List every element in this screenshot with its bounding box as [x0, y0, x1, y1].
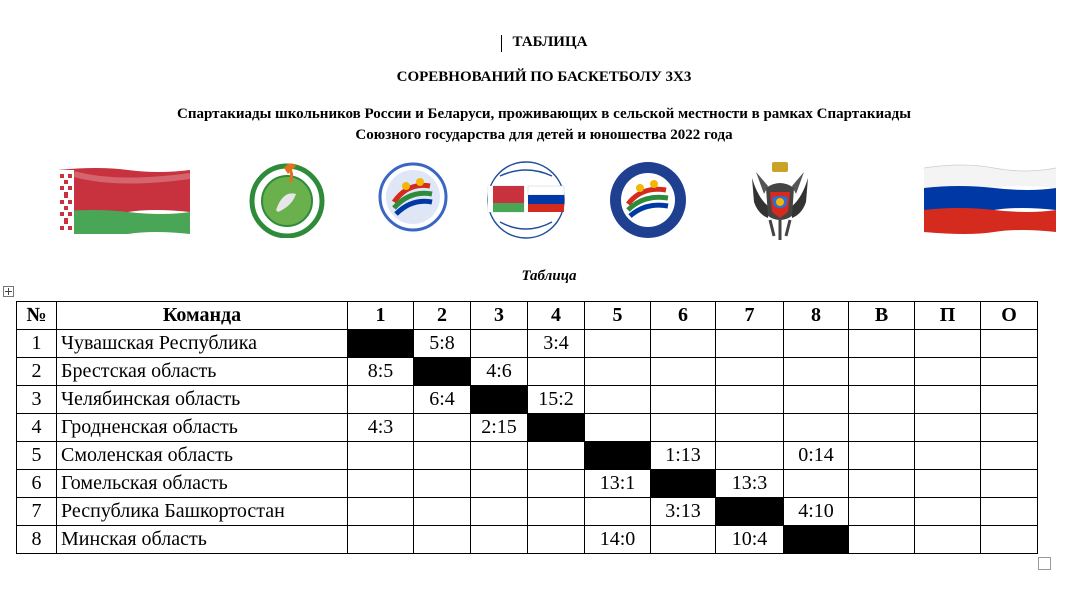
- score-cell: [981, 526, 1038, 554]
- score-cell: [849, 386, 915, 414]
- score-cell: 5:8: [414, 330, 471, 358]
- row-number: 2: [17, 358, 57, 386]
- score-cell: [471, 470, 528, 498]
- header-cell: 2: [414, 302, 471, 330]
- score-cell: [471, 330, 528, 358]
- score-cell: [414, 498, 471, 526]
- score-cell: 4:10: [784, 498, 849, 526]
- subtitle-line-1: Спартакиады школьников России и Беларуси, проживающих в сельской местности в рамках Спартакиады: [177, 106, 911, 122]
- score-cell: [348, 526, 414, 554]
- logo-strip: [0, 158, 1088, 244]
- score-cell: 3:13: [651, 498, 716, 526]
- team-name: Гомельская область: [57, 470, 348, 498]
- score-cell: [651, 414, 716, 442]
- score-cell: 13:1: [585, 470, 651, 498]
- row-number: 5: [17, 442, 57, 470]
- subtitle-line-2: Союзного государства для детей и юношества 2022 года: [355, 127, 733, 143]
- score-cell: [915, 386, 981, 414]
- score-cell: 4:6: [471, 358, 528, 386]
- row-number: 4: [17, 414, 57, 442]
- score-cell: [981, 414, 1038, 442]
- header-cell: 5: [585, 302, 651, 330]
- table-resize-handle[interactable]: [1038, 557, 1051, 570]
- score-cell: [651, 330, 716, 358]
- row-number: 6: [17, 470, 57, 498]
- score-cell: [784, 358, 849, 386]
- score-cell: [651, 386, 716, 414]
- score-cell: 2:15: [471, 414, 528, 442]
- score-cell: [784, 470, 849, 498]
- row-number: 1: [17, 330, 57, 358]
- results-table: [16, 301, 1038, 554]
- score-cell: [849, 498, 915, 526]
- score-cell: [585, 386, 651, 414]
- belarus-flag: [58, 166, 190, 234]
- score-cell: [651, 526, 716, 554]
- score-cell: [348, 470, 414, 498]
- score-cell: [528, 526, 585, 554]
- diagonal-cell: [414, 358, 471, 386]
- score-cell: [585, 498, 651, 526]
- row-number: 3: [17, 386, 57, 414]
- diagonal-cell: [471, 386, 528, 414]
- score-cell: 10:4: [716, 526, 784, 554]
- diagonal-cell: [348, 330, 414, 358]
- score-cell: [471, 498, 528, 526]
- team-name: Республика Башкортостан: [57, 498, 348, 526]
- score-cell: [528, 442, 585, 470]
- team-name: Челябинская область: [57, 386, 348, 414]
- score-cell: [716, 358, 784, 386]
- score-cell: [716, 330, 784, 358]
- diagonal-cell: [528, 414, 585, 442]
- score-cell: [348, 498, 414, 526]
- score-cell: [651, 358, 716, 386]
- score-cell: 13:3: [716, 470, 784, 498]
- team-name: Гродненская область: [57, 414, 348, 442]
- table-row: [17, 330, 1038, 358]
- score-cell: [915, 358, 981, 386]
- table-row: [17, 442, 1038, 470]
- score-cell: [981, 470, 1038, 498]
- score-cell: [915, 442, 981, 470]
- score-cell: [849, 330, 915, 358]
- score-cell: [716, 386, 784, 414]
- row-number: 7: [17, 498, 57, 526]
- score-cell: [915, 414, 981, 442]
- score-cell: [981, 358, 1038, 386]
- score-cell: 0:14: [784, 442, 849, 470]
- title-line-2: СОРЕВНОВАНИЙ ПО БАСКЕТБОЛУ 3Х3: [396, 69, 692, 85]
- table-row: [17, 526, 1038, 554]
- score-cell: [471, 442, 528, 470]
- header-cell: 8: [784, 302, 849, 330]
- union-state-spartakiad-emblem: [608, 160, 688, 240]
- subtitle: [0, 104, 1088, 146]
- header-cell: П: [915, 302, 981, 330]
- score-cell: [414, 526, 471, 554]
- header-cell: 7: [716, 302, 784, 330]
- table-row: [17, 470, 1038, 498]
- table-body: [17, 330, 1038, 554]
- score-cell: [414, 470, 471, 498]
- table-move-handle[interactable]: [3, 286, 14, 297]
- score-cell: [915, 498, 981, 526]
- score-cell: [915, 330, 981, 358]
- score-cell: [981, 498, 1038, 526]
- score-cell: [348, 442, 414, 470]
- score-cell: [981, 386, 1038, 414]
- score-cell: [414, 442, 471, 470]
- row-number: 8: [17, 526, 57, 554]
- table-row: [17, 498, 1038, 526]
- score-cell: 4:3: [348, 414, 414, 442]
- score-cell: [784, 414, 849, 442]
- team-name: Минская область: [57, 526, 348, 554]
- spartakiad-emblem: [378, 162, 448, 232]
- score-cell: [784, 386, 849, 414]
- table-caption: Таблица: [521, 268, 577, 284]
- score-cell: [528, 498, 585, 526]
- header-cell: 1: [348, 302, 414, 330]
- header-cell: 4: [528, 302, 585, 330]
- score-cell: [981, 330, 1038, 358]
- score-cell: [585, 414, 651, 442]
- score-cell: [849, 414, 915, 442]
- score-cell: 15:2: [528, 386, 585, 414]
- score-cell: [528, 358, 585, 386]
- team-name: Смоленская область: [57, 442, 348, 470]
- table-row: [17, 358, 1038, 386]
- score-cell: [849, 470, 915, 498]
- team-name: Чувашская Республика: [57, 330, 348, 358]
- header-cell: 6: [651, 302, 716, 330]
- russia-ministry-sport-emblem: [748, 158, 812, 244]
- score-cell: [784, 330, 849, 358]
- score-cell: [849, 358, 915, 386]
- diagonal-cell: [784, 526, 849, 554]
- russia-flag: [924, 162, 1056, 234]
- diagonal-cell: [716, 498, 784, 526]
- score-cell: [585, 330, 651, 358]
- header-cell: О: [981, 302, 1038, 330]
- header-row: [17, 302, 1038, 330]
- score-cell: [915, 526, 981, 554]
- score-cell: [585, 358, 651, 386]
- score-cell: [849, 526, 915, 554]
- header-cell: №: [17, 302, 57, 330]
- score-cell: [348, 386, 414, 414]
- team-name: Брестская область: [57, 358, 348, 386]
- header-cell: В: [849, 302, 915, 330]
- score-cell: 8:5: [348, 358, 414, 386]
- score-cell: [981, 442, 1038, 470]
- score-cell: 14:0: [585, 526, 651, 554]
- score-cell: [849, 442, 915, 470]
- standing-committee-emblem: [484, 160, 568, 240]
- score-cell: [716, 414, 784, 442]
- header-cell: Команда: [57, 302, 348, 330]
- score-cell: 3:4: [528, 330, 585, 358]
- table-row: [17, 386, 1038, 414]
- header-cell: 3: [471, 302, 528, 330]
- score-cell: [414, 414, 471, 442]
- score-cell: [471, 526, 528, 554]
- score-cell: [716, 442, 784, 470]
- score-cell: 6:4: [414, 386, 471, 414]
- diagonal-cell: [651, 470, 716, 498]
- diagonal-cell: [585, 442, 651, 470]
- table-row: [17, 414, 1038, 442]
- score-cell: [528, 470, 585, 498]
- belarus-sport-emblem: [248, 160, 326, 238]
- title-line-1: ТАБЛИЦА: [512, 34, 588, 50]
- score-cell: [915, 470, 981, 498]
- score-cell: 1:13: [651, 442, 716, 470]
